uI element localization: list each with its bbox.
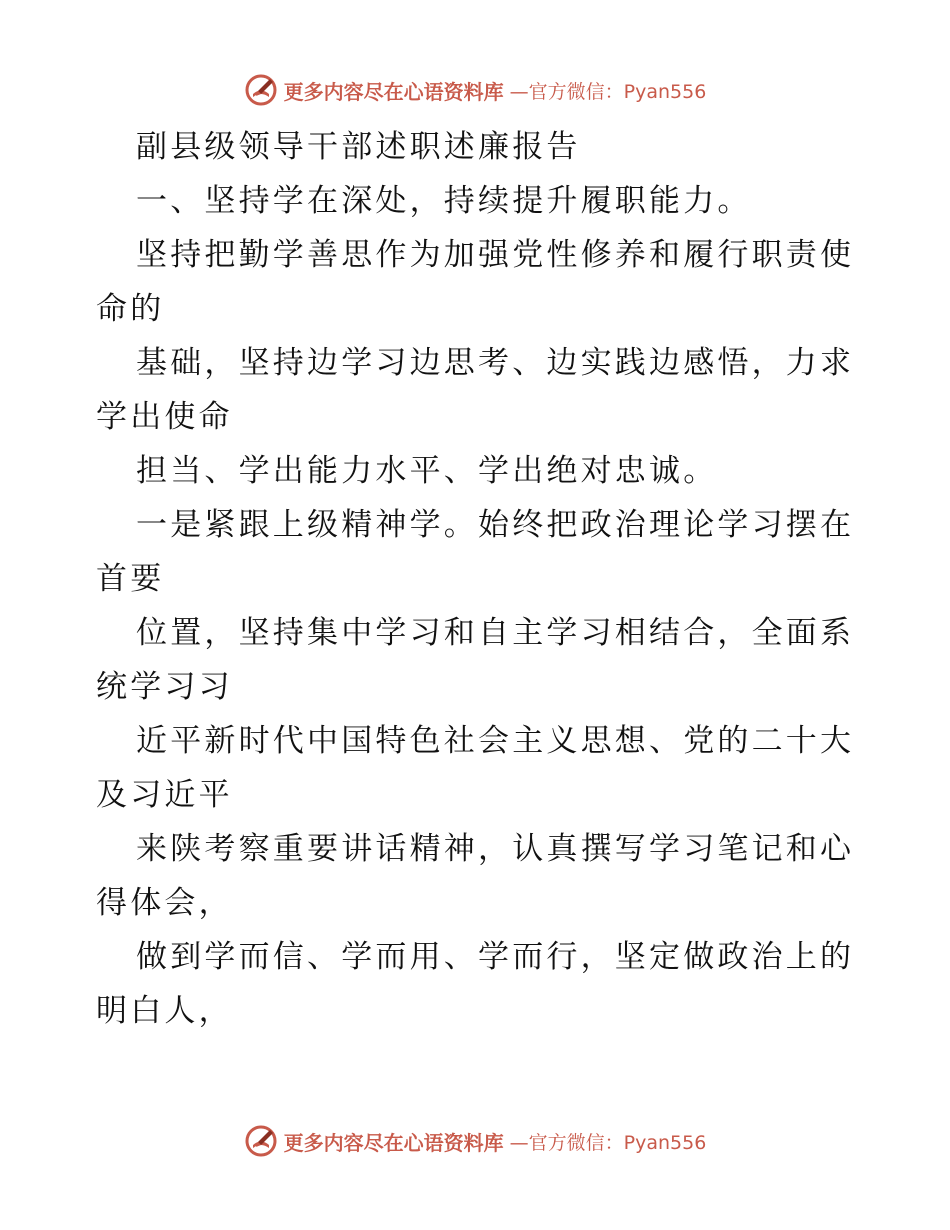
text-line: 位置，坚持集中学习和自主学习相结合，全面系: [136, 615, 855, 651]
document-title: 副县级领导干部述职述廉报告: [136, 129, 581, 165]
text-line: 坚持把勤学善思作为加强党性修养和履行职责使: [136, 237, 855, 273]
header-watermark-wechat-text: —官方微信：Pyan556: [509, 80, 707, 103]
text-line: 明白人，: [96, 993, 233, 1029]
text-line: 首要: [96, 561, 165, 597]
document-body: [96, 120, 856, 1038]
footer-watermark-banner: [0, 1121, 950, 1161]
text-line: 统学习习: [96, 669, 233, 705]
footer-watermark-site-text: 更多内容尽在心语资料库: [283, 1130, 504, 1155]
header-watermark-site-text: 更多内容尽在心语资料库: [283, 79, 504, 104]
text-line: 来陕考察重要讲话精神，认真撰写学习笔记和心: [136, 831, 855, 867]
book-pen-logo-icon: [244, 1124, 278, 1158]
text-line: 担当、学出能力水平、学出绝对忠诚。: [136, 453, 718, 489]
footer-watermark-wechat-text: —官方微信：Pyan556: [509, 1131, 707, 1154]
text-line: 及习近平: [96, 777, 233, 813]
header-watermark-banner: [0, 70, 950, 110]
text-line: 命的: [96, 291, 165, 327]
section-heading: 一、坚持学在深处，持续提升履职能力。: [136, 183, 752, 219]
text-line: 一是紧跟上级精神学。始终把政治理论学习摆在: [136, 507, 855, 543]
text-line: 近平新时代中国特色社会主义思想、党的二十大: [136, 723, 855, 759]
text-line: 做到学而信、学而用、学而行，坚定做政治上的: [136, 939, 855, 975]
text-line: 得体会，: [96, 885, 233, 921]
text-line: 基础，坚持边学习边思考、边实践边感悟，力求: [136, 345, 855, 381]
book-pen-logo-icon: [244, 73, 278, 107]
text-line: 学出使命: [96, 399, 233, 435]
